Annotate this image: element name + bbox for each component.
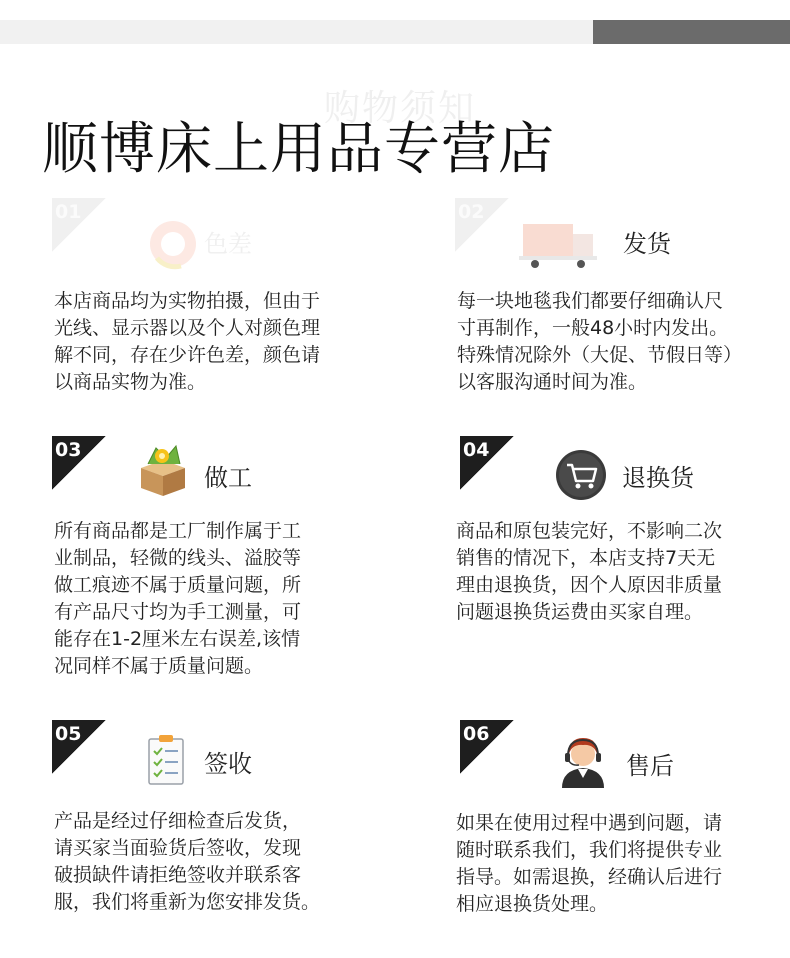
body-line: 解不同，存在少许色差，颜色请 <box>54 344 321 366</box>
top-bar-right <box>593 20 790 44</box>
clipboard-checklist-icon <box>146 734 186 790</box>
body-line: 理由退换货，因个人原因非质量 <box>456 574 723 596</box>
body-line: 相应退换货处理。 <box>456 893 609 915</box>
badge-number: 04 <box>463 439 490 461</box>
card-body <box>54 518 389 680</box>
body-line: 寸再制作，一般48小时内发出。 <box>457 317 729 339</box>
notice-card-color-difference <box>52 198 382 408</box>
badge-02 <box>455 198 509 252</box>
badge-number: 03 <box>55 439 82 461</box>
body-line: 以客服沟通时间为准。 <box>457 371 648 393</box>
body-line: 服，我们将重新为您安排发货。 <box>54 891 321 913</box>
badge-05 <box>52 720 106 774</box>
body-line: 所有商品都是工厂制作属于工 <box>54 520 302 542</box>
card-body <box>456 810 790 918</box>
card-title: 色差 <box>204 230 252 258</box>
card-body <box>457 288 790 396</box>
body-line: 问题退换货运费由买家自理。 <box>456 601 704 623</box>
body-line: 有产品尺寸均为手工测量，可 <box>54 601 302 623</box>
watermark-text: 购物须知 <box>323 88 476 129</box>
notice-card-shipping <box>455 198 785 408</box>
notice-card-workmanship <box>52 436 382 686</box>
card-title: 发货 <box>623 230 671 258</box>
badge-number: 02 <box>458 201 485 223</box>
body-line: 随时联系我们，我们将提供专业 <box>456 839 723 861</box>
card-title: 做工 <box>204 464 252 492</box>
card-body <box>54 808 389 916</box>
body-line: 能存在1-2厘米左右误差,该情 <box>54 628 301 650</box>
card-title: 退换货 <box>622 464 694 492</box>
body-line: 破损缺件请拒绝签收并联系客 <box>54 864 302 886</box>
badge-03 <box>52 436 106 490</box>
color-palette-icon <box>147 218 199 274</box>
card-title: 签收 <box>204 750 252 778</box>
body-line: 光线、显示器以及个人对颜色理 <box>54 317 321 339</box>
badge-number: 01 <box>55 201 82 223</box>
badge-06 <box>460 720 514 774</box>
card-body <box>54 288 389 396</box>
body-line: 以商品实物为准。 <box>54 371 207 393</box>
notice-card-returns <box>456 436 790 646</box>
badge-01 <box>52 198 106 252</box>
body-line: 每一块地毯我们都要仔细确认尺 <box>457 290 724 312</box>
body-line: 商品和原包装完好，不影响二次 <box>456 520 723 542</box>
body-line: 本店商品均为实物拍摄，但由于 <box>54 290 321 312</box>
body-line: 业制品，轻微的线头、溢胶等 <box>54 547 302 569</box>
body-line: 销售的情况下，本店支持7天无 <box>456 547 716 569</box>
body-line: 产品是经过仔细检查后发货， <box>54 810 302 832</box>
delivery-truck-icon <box>517 218 599 276</box>
top-bar-left <box>0 20 593 44</box>
body-line: 况同样不属于质量问题。 <box>54 655 264 677</box>
badge-number: 06 <box>463 723 490 745</box>
body-line: 如果在使用过程中遇到问题，请 <box>456 812 723 834</box>
body-line: 指导。如需退换，经确认后进行 <box>456 866 723 888</box>
body-line: 做工痕迹不属于质量问题，所 <box>54 574 302 596</box>
badge-04 <box>460 436 514 490</box>
card-title: 售后 <box>626 752 674 780</box>
notice-card-after-sales <box>456 720 790 920</box>
body-line: 请买家当面验货后签收，发现 <box>54 837 302 859</box>
customer-service-icon <box>558 732 608 792</box>
package-box-icon <box>136 442 190 502</box>
badge-number: 05 <box>55 723 82 745</box>
store-title: 顺博床上用品专营店 <box>42 117 555 182</box>
shopping-cart-icon <box>554 448 608 506</box>
body-line: 特殊情况除外（大促、节假日等） <box>457 344 743 366</box>
card-body <box>456 518 790 626</box>
notice-card-receipt <box>52 720 382 920</box>
